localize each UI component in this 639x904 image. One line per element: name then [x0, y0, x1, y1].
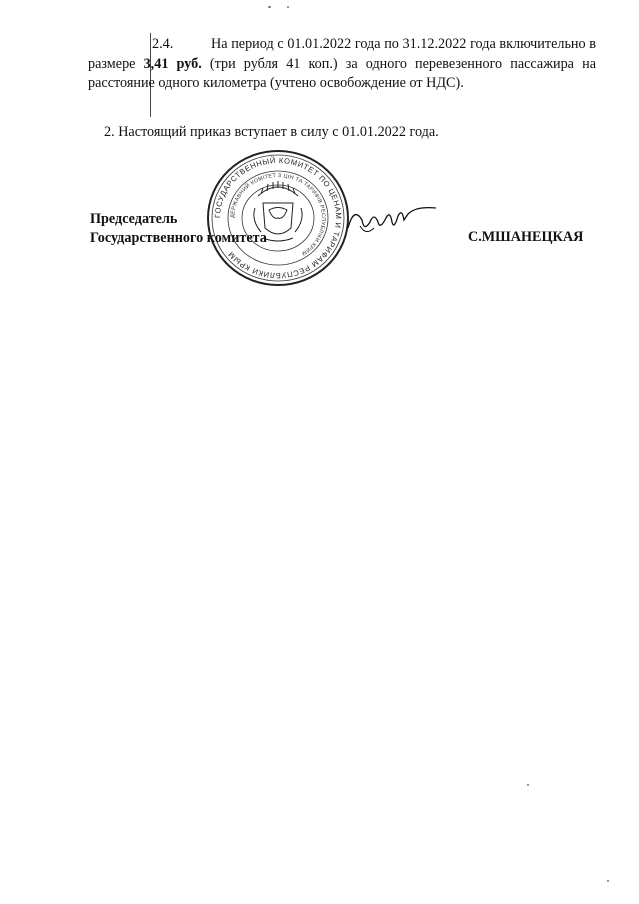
- signatory-title-line2: Государственного комитета: [90, 230, 267, 246]
- scan-speck: [287, 6, 289, 8]
- scan-speck: [607, 880, 609, 882]
- signatory-title-line1: Председатель: [90, 211, 178, 227]
- clause-2-4: [88, 35, 596, 94]
- seal-inner-text: ДЕРЖАВНИЙ КОМІТЕТ З ЦІН ТА ТАРИФІВ РЕСПУБЛІКИ КРИМ: [229, 172, 327, 257]
- scan-speck: [527, 784, 529, 786]
- signatory-name: С.МШАНЕЦКАЯ: [468, 229, 584, 245]
- signatory-title: [90, 210, 267, 248]
- clause-number: 2.4.: [152, 36, 174, 52]
- clause-amount: 3,41 руб.: [143, 55, 202, 72]
- seal-outer-text: ГОСУДАРСТВЕННЫЙ КОМИТЕТ ПО ЦЕНАМ И ТАРИФАМ РЕСПУБЛИКИ КРЫМ: [212, 155, 344, 281]
- clause-text-b: (три рубля 41 коп.) за одного перевезенного пассажира на расстояние одного километра (учтено освобождение от НДС).: [88, 55, 596, 91]
- handwritten-signature: [340, 198, 440, 248]
- scan-speck: [268, 6, 271, 8]
- order-clause: [88, 123, 608, 143]
- order-clause-text: 2. Настоящий приказ вступает в силу с 01.01.2022 года.: [104, 124, 439, 140]
- clause-text-a: На период с 01.01.2022 года по 31.12.2022 года включительно в размере: [88, 36, 597, 72]
